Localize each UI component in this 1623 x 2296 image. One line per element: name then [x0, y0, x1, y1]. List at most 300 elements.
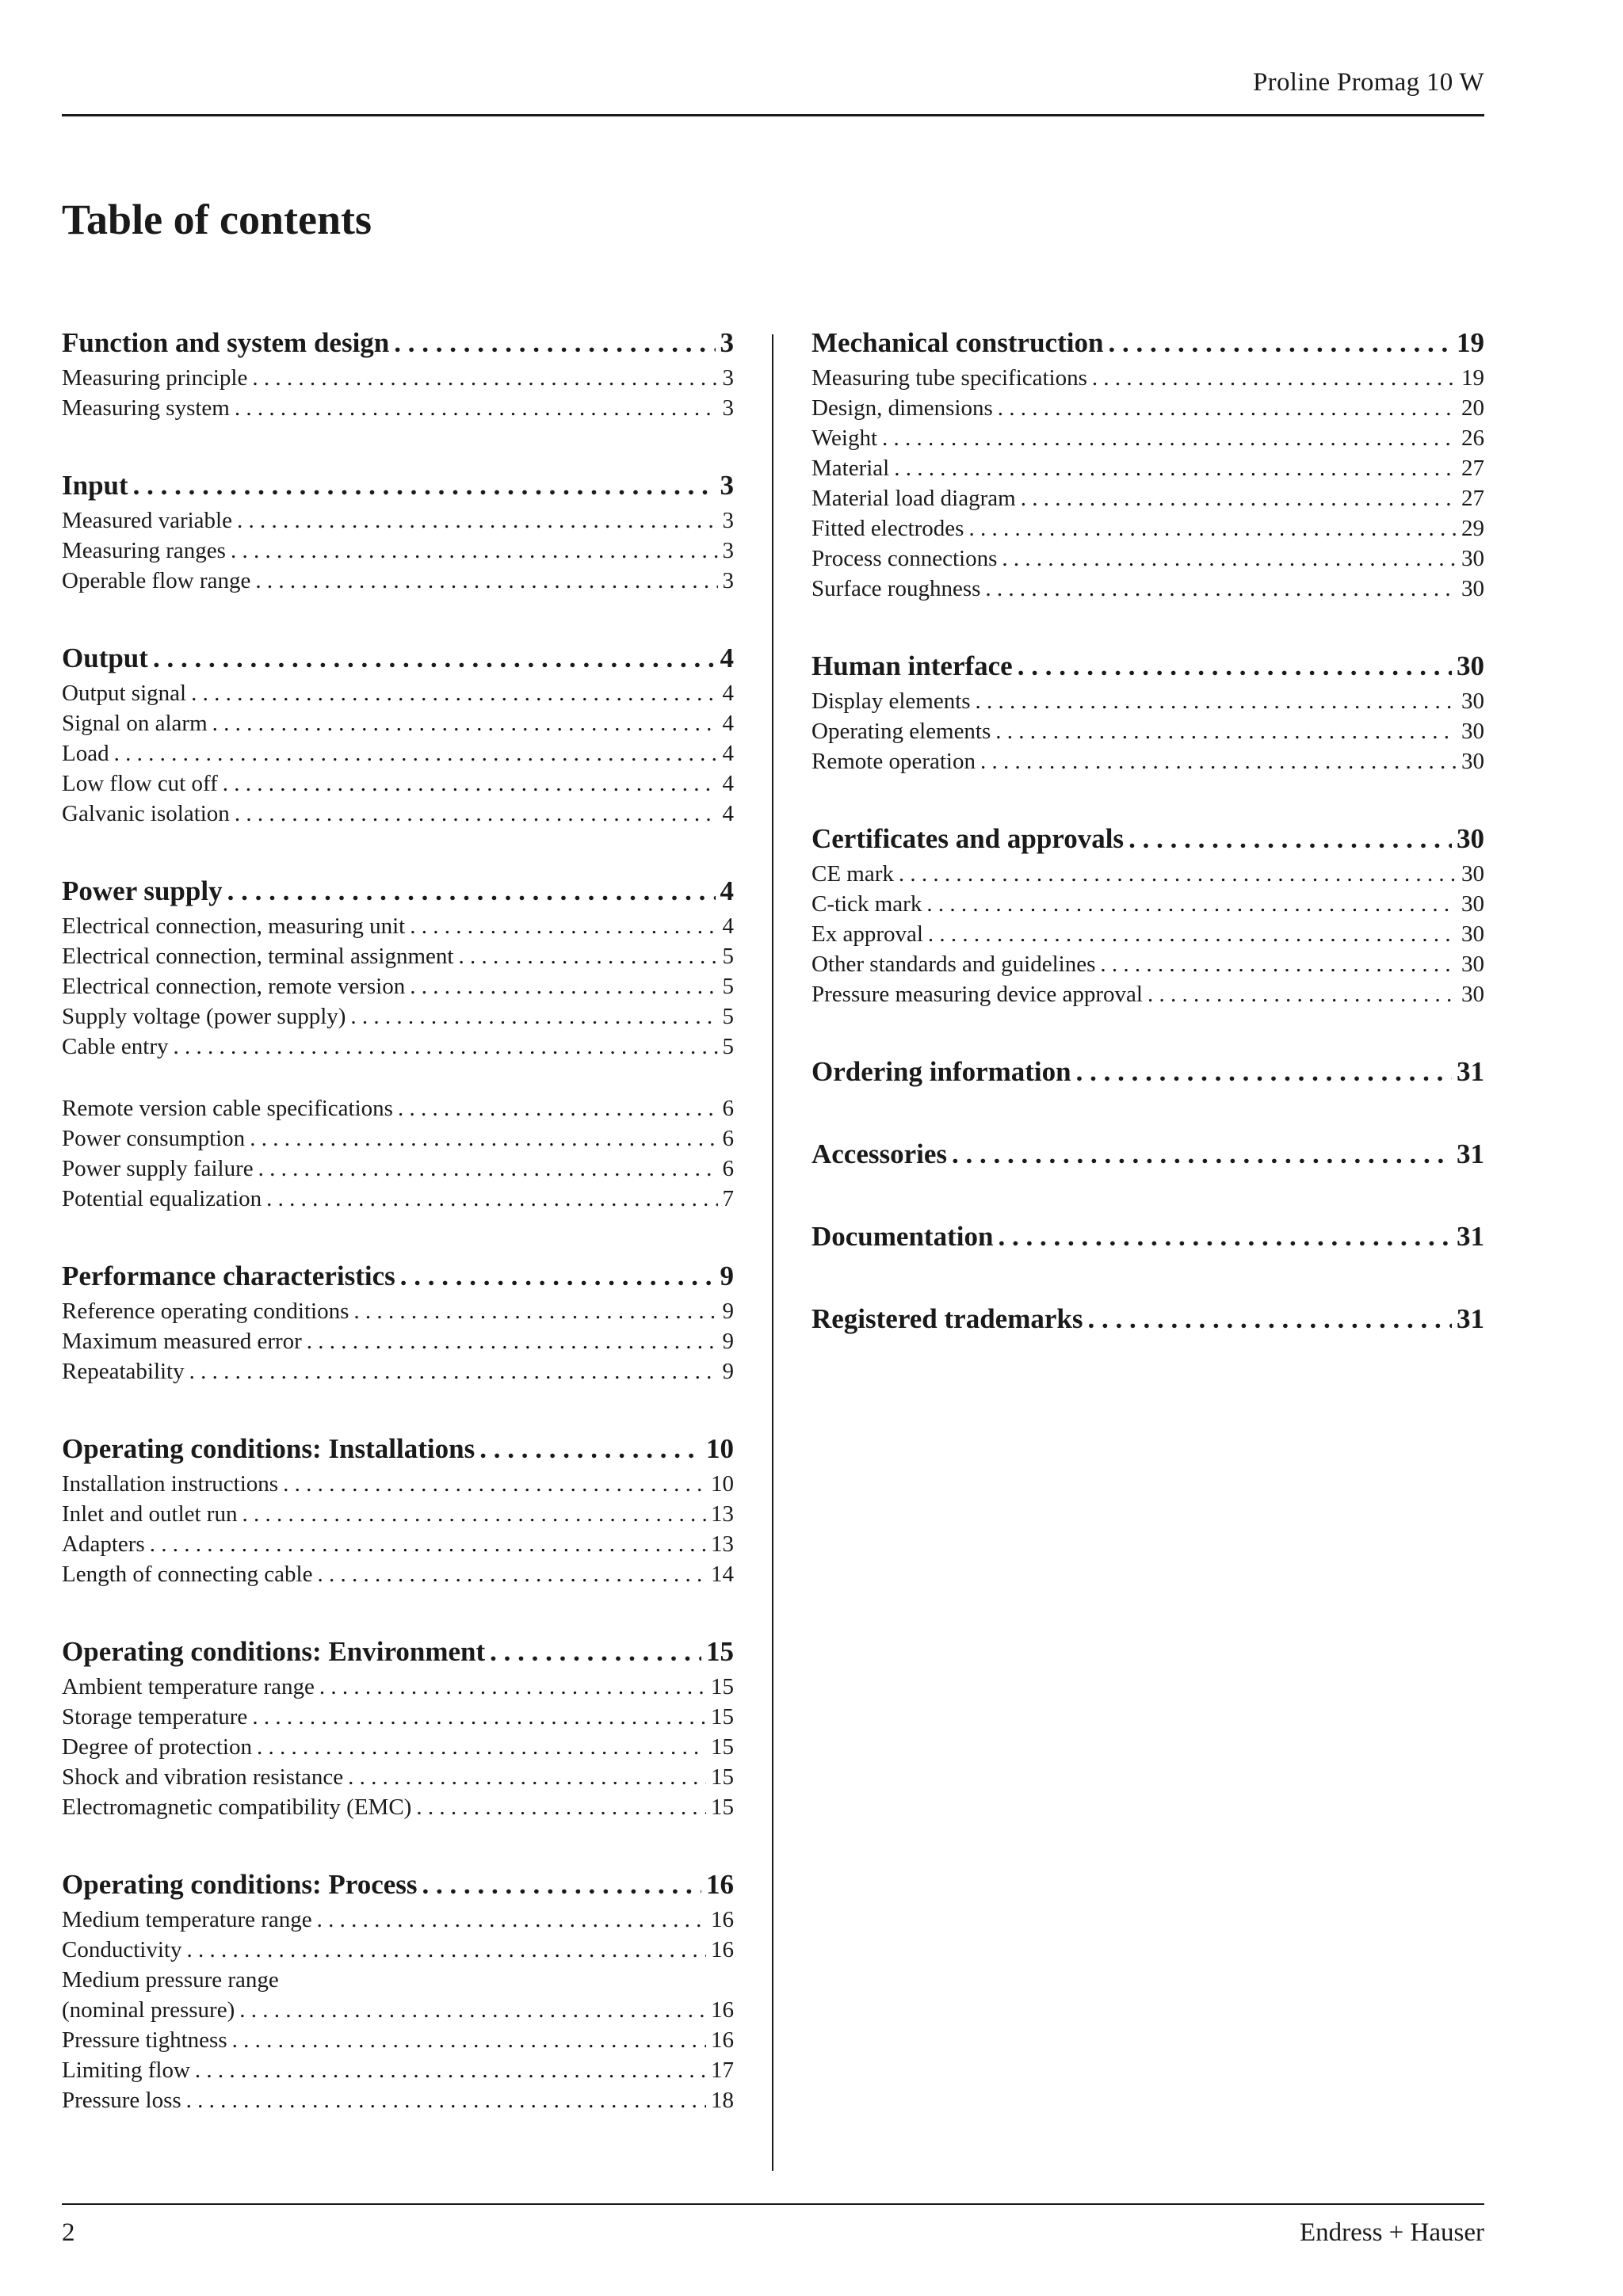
- toc-entry-label: Measuring system: [62, 395, 230, 421]
- toc-entry-label: Power consumption: [62, 1126, 246, 1151]
- spacer: [62, 1589, 734, 1632]
- toc-section-heading-label: Registered trademarks: [812, 1303, 1083, 1334]
- toc-section: [812, 646, 1484, 776]
- toc-entry-page-number: 3: [722, 568, 734, 593]
- toc-section-heading[interactable]: [62, 1865, 734, 1905]
- toc-entry-label: Inlet and outlet run: [62, 1501, 238, 1527]
- dot-leader: [195, 2055, 706, 2085]
- toc-entry-label: Degree of protection: [62, 1734, 252, 1760]
- toc-entry[interactable]: [62, 1093, 734, 1123]
- dot-leader: [189, 1356, 718, 1386]
- toc-entry-label: Operating elements: [812, 719, 991, 744]
- toc-entry-page-number: 16: [711, 2027, 734, 2053]
- toc-section-heading-page-number: 30: [1457, 650, 1484, 681]
- toc-entry-page-number: 15: [711, 1794, 734, 1820]
- toc-section-heading-page-number: 31: [1457, 1138, 1484, 1169]
- toc-section-heading-page-number: 31: [1457, 1056, 1484, 1087]
- toc-entry[interactable]: [62, 536, 734, 566]
- toc-entry-page-number: 27: [1461, 486, 1484, 511]
- toc-entry-page-number: 6: [722, 1126, 734, 1151]
- toc-entry[interactable]: [62, 393, 734, 423]
- toc-entry-label: Limiting flow: [62, 2058, 190, 2083]
- dot-leader: [266, 1184, 717, 1214]
- toc-entry-page-number: 16: [711, 1997, 734, 2023]
- dot-leader: [882, 423, 1457, 453]
- toc-entry-page-number: 15: [711, 1674, 734, 1699]
- dot-leader: [252, 363, 717, 393]
- dot-leader: [1128, 819, 1452, 859]
- toc-entry-page-number: 30: [1461, 861, 1484, 887]
- spacer: [62, 596, 734, 639]
- toc-entry[interactable]: [62, 1792, 734, 1822]
- toc-section: [812, 819, 1484, 1009]
- spacer: [812, 776, 1484, 819]
- toc-entry-label: Shock and vibration resistance: [62, 1764, 344, 1790]
- toc-entry[interactable]: [62, 1296, 734, 1326]
- dot-leader: [899, 859, 1457, 889]
- toc-entry-label: Electrical connection, measuring unit: [62, 913, 406, 939]
- toc-entry-label: Pressure tightness: [62, 2027, 227, 2053]
- toc-section: [62, 466, 734, 596]
- dot-leader: [458, 941, 717, 971]
- toc-section-heading[interactable]: [62, 639, 734, 678]
- toc-entry-page-number: 30: [1461, 952, 1484, 977]
- toc-entry-page-number: 7: [722, 1186, 734, 1211]
- toc-entry[interactable]: [62, 1326, 734, 1356]
- toc-entry-page-number: 30: [1461, 891, 1484, 917]
- dot-leader: [998, 1217, 1452, 1257]
- toc-entry-label: Measured variable: [62, 508, 232, 533]
- dot-leader: [928, 919, 1457, 949]
- toc-entry[interactable]: [62, 1559, 734, 1589]
- dot-leader: [952, 1135, 1452, 1174]
- dot-leader: [242, 1499, 706, 1529]
- toc-entry-page-number: 16: [711, 1937, 734, 1962]
- toc-entry-page-number: 13: [711, 1531, 734, 1557]
- toc-entry-label: Design, dimensions: [812, 395, 993, 421]
- dot-leader: [416, 1792, 706, 1822]
- toc-entry-page-number: 30: [1461, 688, 1484, 714]
- toc-section-heading-page-number: 15: [706, 1636, 734, 1667]
- toc-entry[interactable]: [62, 1762, 734, 1792]
- toc-entry[interactable]: [812, 453, 1484, 483]
- toc-entry-page-number: 15: [711, 1734, 734, 1760]
- dot-leader: [985, 574, 1457, 604]
- toc-entry-label: Electrical connection, remote version: [62, 974, 406, 999]
- toc-entry[interactable]: [62, 708, 734, 738]
- toc-entry-page-number: 30: [1461, 546, 1484, 571]
- dot-leader: [133, 466, 716, 505]
- toc-entry-page-number: 3: [722, 508, 734, 533]
- dot-leader: [394, 323, 715, 363]
- toc-section-heading-page-number: 4: [720, 875, 734, 906]
- footer-rule: [62, 2203, 1484, 2205]
- toc-entry-label: Signal on alarm: [62, 711, 208, 736]
- toc-section: [62, 871, 734, 1214]
- toc-entry-page-number: 3: [722, 395, 734, 421]
- toc-entry[interactable]: [62, 1995, 734, 2025]
- dot-leader: [400, 1257, 716, 1296]
- toc-entry-label: Operable flow range: [62, 568, 251, 593]
- dot-leader: [1148, 979, 1457, 1009]
- toc-entry-label: Potential equalization: [62, 1186, 262, 1211]
- dot-leader: [223, 769, 718, 799]
- toc-section-heading[interactable]: [62, 1257, 734, 1296]
- toc-section-heading-page-number: 31: [1457, 1303, 1484, 1334]
- toc-section: [812, 1299, 1484, 1339]
- toc-entry[interactable]: [62, 1672, 734, 1702]
- toc-section: [62, 323, 734, 423]
- toc-section: [62, 1865, 734, 2115]
- toc-section-heading-label: Performance characteristics: [62, 1261, 395, 1291]
- toc-entry[interactable]: [62, 566, 734, 596]
- toc-section-heading-label: Ordering information: [812, 1056, 1071, 1087]
- toc-section: [812, 323, 1484, 604]
- toc-entry[interactable]: [812, 513, 1484, 543]
- toc-section-heading[interactable]: [62, 1429, 734, 1469]
- dot-leader: [422, 1865, 701, 1905]
- dot-leader: [348, 1762, 706, 1792]
- toc-entry[interactable]: [62, 1184, 734, 1214]
- toc-entry[interactable]: [62, 2025, 734, 2055]
- toc-entry-page-number: 10: [711, 1471, 734, 1497]
- toc-entry-page-number: 16: [711, 1907, 734, 1932]
- toc-section-heading-label: Operating conditions: Installations: [62, 1433, 475, 1464]
- toc-entry-label: Pressure loss: [62, 2088, 181, 2113]
- dot-leader: [317, 1559, 706, 1589]
- dot-leader: [1100, 949, 1457, 979]
- toc-section-heading-label: Documentation: [812, 1221, 994, 1252]
- toc-entry-page-number: 4: [722, 771, 734, 796]
- dot-leader: [350, 1001, 717, 1032]
- toc-entry-label: Adapters: [62, 1531, 145, 1557]
- dot-leader: [239, 1995, 706, 2025]
- spacer: [812, 604, 1484, 646]
- toc-entry-label: Weight: [812, 425, 878, 451]
- toc-entry-label: Power supply failure: [62, 1156, 254, 1181]
- toc-section-heading[interactable]: [62, 323, 734, 363]
- dot-leader: [150, 1529, 706, 1559]
- spacer: [62, 1822, 734, 1865]
- toc-entry-label: CE mark: [812, 861, 894, 887]
- toc-entry-label: Ambient temperature range: [62, 1674, 315, 1699]
- dot-leader: [1002, 543, 1457, 574]
- dot-leader: [153, 639, 716, 678]
- dot-leader: [398, 1093, 718, 1123]
- toc-entry[interactable]: [812, 716, 1484, 746]
- toc-entry-page-number: 5: [722, 944, 734, 969]
- dot-leader: [186, 2085, 706, 2115]
- toc-section-heading-label: Output: [62, 643, 148, 673]
- toc-entry[interactable]: [812, 859, 1484, 889]
- toc-entry-label: Low flow cut off: [62, 771, 218, 796]
- toc-entry-page-number: 5: [722, 974, 734, 999]
- toc-entry-label: Load: [62, 741, 109, 766]
- toc-entry[interactable]: [812, 574, 1484, 604]
- toc-entry-page-number: 4: [722, 681, 734, 706]
- toc-section: [812, 1135, 1484, 1174]
- spacer: [812, 1009, 1484, 1052]
- toc-entry[interactable]: [62, 1154, 734, 1184]
- dot-leader: [1087, 1299, 1452, 1339]
- toc-entry-label: Remote version cable specifications: [62, 1096, 393, 1121]
- toc-entry[interactable]: [62, 363, 734, 393]
- toc-entry-page-number: 4: [722, 913, 734, 939]
- toc-entry[interactable]: [812, 483, 1484, 513]
- toc-entry-label: Cable entry: [62, 1034, 169, 1059]
- toc-section-heading[interactable]: [812, 646, 1484, 686]
- toc-section-heading-page-number: 4: [720, 643, 734, 673]
- toc-entry-page-number: 29: [1461, 516, 1484, 541]
- toc-entry-page-number: 14: [711, 1562, 734, 1587]
- toc-section: [62, 639, 734, 829]
- toc-entry[interactable]: [62, 799, 734, 829]
- toc-entry[interactable]: [62, 1529, 734, 1559]
- spacer: [812, 1174, 1484, 1217]
- toc-entry[interactable]: [62, 941, 734, 971]
- toc-entry-page-number: 18: [711, 2088, 734, 2113]
- toc-entry-page-number: 13: [711, 1501, 734, 1527]
- toc-entry[interactable]: [62, 505, 734, 536]
- dot-leader: [980, 746, 1457, 776]
- toc-entry-page-number: 30: [1461, 921, 1484, 947]
- toc-entry-label: Measuring principle: [62, 365, 248, 391]
- toc-entry[interactable]: [812, 363, 1484, 393]
- toc-entry[interactable]: [812, 979, 1484, 1009]
- toc-entry[interactable]: [812, 746, 1484, 776]
- toc-entry-page-number: 15: [711, 1764, 734, 1790]
- toc-entry-page-number: 5: [722, 1004, 734, 1029]
- toc-entry[interactable]: [812, 949, 1484, 979]
- toc-entry-label: Measuring tube specifications: [812, 365, 1087, 391]
- toc-section-heading-label: Human interface: [812, 650, 1013, 681]
- dot-leader: [894, 453, 1457, 483]
- toc-section-heading[interactable]: [812, 1299, 1484, 1339]
- running-header-title: Proline Promag 10 W: [1253, 68, 1484, 97]
- toc-entry-label: Length of connecting cable: [62, 1562, 313, 1587]
- toc-entry-label: Fitted electrodes: [812, 516, 964, 541]
- toc-left-column: [62, 323, 734, 2115]
- dot-leader: [307, 1326, 718, 1356]
- toc-section-heading-page-number: 9: [720, 1261, 734, 1291]
- toc-section-heading[interactable]: [62, 466, 734, 505]
- toc-entry-label: Repeatability: [62, 1359, 185, 1384]
- toc-entry[interactable]: [62, 738, 734, 769]
- dot-leader: [1076, 1052, 1452, 1092]
- toc-entry-label: Pressure measuring device approval: [812, 982, 1143, 1007]
- toc-entry[interactable]: [812, 686, 1484, 716]
- toc-entry[interactable]: [62, 911, 734, 941]
- toc-section: [62, 1632, 734, 1822]
- toc-entry-page-number: 4: [722, 711, 734, 736]
- toc-entry-label: Display elements: [812, 688, 971, 714]
- toc-entry-label: Other standards and guidelines: [812, 952, 1096, 977]
- dot-leader: [319, 1672, 706, 1702]
- toc-entry-page-number: 5: [722, 1034, 734, 1059]
- toc-entry[interactable]: [812, 423, 1484, 453]
- toc-section-heading-label: Operating conditions: Process: [62, 1869, 418, 1900]
- toc-section-heading[interactable]: [812, 1135, 1484, 1174]
- dot-leader: [995, 716, 1457, 746]
- toc-entry-label: Installation instructions: [62, 1471, 279, 1497]
- toc-section-heading-page-number: 31: [1457, 1221, 1484, 1252]
- toc-section-heading[interactable]: [812, 1052, 1484, 1092]
- toc-entry-label: Medium temperature range: [62, 1907, 312, 1932]
- dot-leader: [968, 513, 1457, 543]
- toc-entry-label: Electromagnetic compatibility (EMC): [62, 1794, 412, 1820]
- dot-leader: [490, 1632, 701, 1672]
- dot-leader: [1092, 363, 1457, 393]
- dot-leader: [252, 1702, 706, 1732]
- spacer: [62, 829, 734, 871]
- toc-entry[interactable]: [62, 1499, 734, 1529]
- toc-section-heading-label: Operating conditions: Environment: [62, 1636, 486, 1667]
- toc-section-heading[interactable]: [812, 323, 1484, 363]
- toc-entry-page-number: 6: [722, 1156, 734, 1181]
- toc-entry[interactable]: [62, 1469, 734, 1499]
- toc-section-heading-label: Function and system design: [62, 327, 390, 358]
- toc-entry[interactable]: [62, 1732, 734, 1762]
- toc-entry-page-number: 6: [722, 1096, 734, 1121]
- toc-entry-label: Ex approval: [812, 921, 923, 947]
- toc-entry-label: (nominal pressure): [62, 1997, 235, 2023]
- toc-section-heading[interactable]: [812, 819, 1484, 859]
- dot-leader: [258, 1154, 718, 1184]
- toc-entry-page-number: 4: [722, 801, 734, 826]
- dot-leader: [926, 889, 1457, 919]
- toc-entry-page-number: 26: [1461, 425, 1484, 451]
- dot-leader: [317, 1905, 706, 1935]
- toc-entry[interactable]: [62, 1356, 734, 1386]
- spacer: [812, 1257, 1484, 1299]
- toc-section-heading-label: Accessories: [812, 1138, 948, 1169]
- toc-section-heading-page-number: 10: [706, 1433, 734, 1464]
- toc-entry-label: Supply voltage (power supply): [62, 1004, 346, 1029]
- toc-entry[interactable]: [62, 1032, 734, 1062]
- dot-leader: [998, 393, 1457, 423]
- toc-entry[interactable]: [62, 1123, 734, 1154]
- dot-leader: [283, 1469, 706, 1499]
- toc-section: [62, 1257, 734, 1386]
- spacer: [62, 1062, 734, 1093]
- toc-entry-label: Medium pressure range: [62, 1967, 279, 1993]
- toc-entry-label: Maximum measured error: [62, 1329, 302, 1354]
- dot-leader: [410, 911, 717, 941]
- toc-entry-label: Surface roughness: [812, 576, 981, 601]
- dot-leader: [227, 871, 716, 911]
- toc-entry[interactable]: [62, 678, 734, 708]
- toc-entry-page-number: 9: [722, 1329, 734, 1354]
- toc-entry-label: Storage temperature: [62, 1704, 248, 1730]
- dot-leader: [1108, 323, 1452, 363]
- column-divider: [772, 334, 773, 2171]
- toc-right-column: [812, 323, 1484, 1339]
- toc-entry-label: Electrical connection, terminal assignment: [62, 944, 454, 969]
- toc-entry-label: Remote operation: [812, 749, 976, 774]
- dot-leader: [173, 1032, 717, 1062]
- toc-entry-page-number: 20: [1461, 395, 1484, 421]
- toc-section-heading[interactable]: [62, 1632, 734, 1672]
- toc-entry[interactable]: [62, 1001, 734, 1032]
- toc-entry-page-number: 3: [722, 538, 734, 563]
- toc-entry-label: Reference operating conditions: [62, 1299, 349, 1324]
- toc-entry[interactable]: [62, 769, 734, 799]
- toc-entry-page-number: 30: [1461, 749, 1484, 774]
- toc-entry[interactable]: [812, 543, 1484, 574]
- toc-entry-page-number: 4: [722, 741, 734, 766]
- spacer: [812, 1092, 1484, 1135]
- toc-section-heading-page-number: 3: [720, 327, 734, 358]
- toc-section-heading[interactable]: [62, 871, 734, 911]
- dot-leader: [353, 1296, 717, 1326]
- toc-entry-label: Measuring ranges: [62, 538, 226, 563]
- dot-leader: [191, 678, 717, 708]
- dot-leader: [237, 505, 718, 536]
- dot-leader: [479, 1429, 701, 1469]
- dot-leader: [232, 2025, 706, 2055]
- toc-entry[interactable]: [62, 971, 734, 1001]
- footer-brand: Endress + Hauser: [1299, 2218, 1484, 2247]
- toc-entry[interactable]: [812, 889, 1484, 919]
- page-title: Table of contents: [62, 196, 372, 243]
- dot-leader: [235, 393, 718, 423]
- toc-entry[interactable]: [812, 393, 1484, 423]
- dot-leader: [114, 738, 718, 769]
- toc-entry-page-number: 30: [1461, 719, 1484, 744]
- toc-entry[interactable]: [62, 1935, 734, 1965]
- toc-entry[interactable]: [62, 1965, 734, 1995]
- toc-entry-page-number: 9: [722, 1299, 734, 1324]
- toc-entry-page-number: 3: [722, 365, 734, 391]
- toc-entry-page-number: 27: [1461, 456, 1484, 481]
- dot-leader: [1018, 646, 1452, 686]
- toc-entry[interactable]: [62, 2055, 734, 2085]
- toc-section: [62, 1429, 734, 1589]
- toc-entry[interactable]: [62, 1702, 734, 1732]
- toc-entry[interactable]: [812, 919, 1484, 949]
- dot-leader: [235, 799, 718, 829]
- toc-entry-label: Material: [812, 456, 890, 481]
- toc-section-heading-page-number: 3: [720, 470, 734, 501]
- toc-entry-page-number: 30: [1461, 576, 1484, 601]
- header-rule: [62, 114, 1484, 116]
- spacer: [62, 1386, 734, 1429]
- dot-leader: [255, 566, 717, 596]
- toc-entry-label: Conductivity: [62, 1937, 182, 1962]
- toc-section-heading-label: Mechanical construction: [812, 327, 1104, 358]
- toc-section: [812, 1217, 1484, 1257]
- dot-leader: [257, 1732, 706, 1762]
- toc-entry-label: Process connections: [812, 546, 998, 571]
- toc-section: [812, 1052, 1484, 1092]
- toc-entry-label: Material load diagram: [812, 486, 1016, 511]
- toc-entry[interactable]: [62, 2085, 734, 2115]
- toc-entry-page-number: 19: [1461, 365, 1484, 391]
- spacer: [62, 1214, 734, 1257]
- toc-section-heading-page-number: 30: [1457, 823, 1484, 854]
- toc-section-heading[interactable]: [812, 1217, 1484, 1257]
- toc-entry-page-number: 15: [711, 1704, 734, 1730]
- toc-section-heading-label: Certificates and approvals: [812, 823, 1125, 854]
- toc-entry[interactable]: [62, 1905, 734, 1935]
- toc-section-heading-page-number: 16: [706, 1869, 734, 1900]
- dot-leader: [976, 686, 1457, 716]
- toc-entry-page-number: 17: [711, 2058, 734, 2083]
- toc-entry-label: Galvanic isolation: [62, 801, 230, 826]
- dot-leader: [410, 971, 717, 1001]
- toc-section-heading-page-number: 19: [1457, 327, 1484, 358]
- toc-section-heading-label: Input: [62, 470, 128, 501]
